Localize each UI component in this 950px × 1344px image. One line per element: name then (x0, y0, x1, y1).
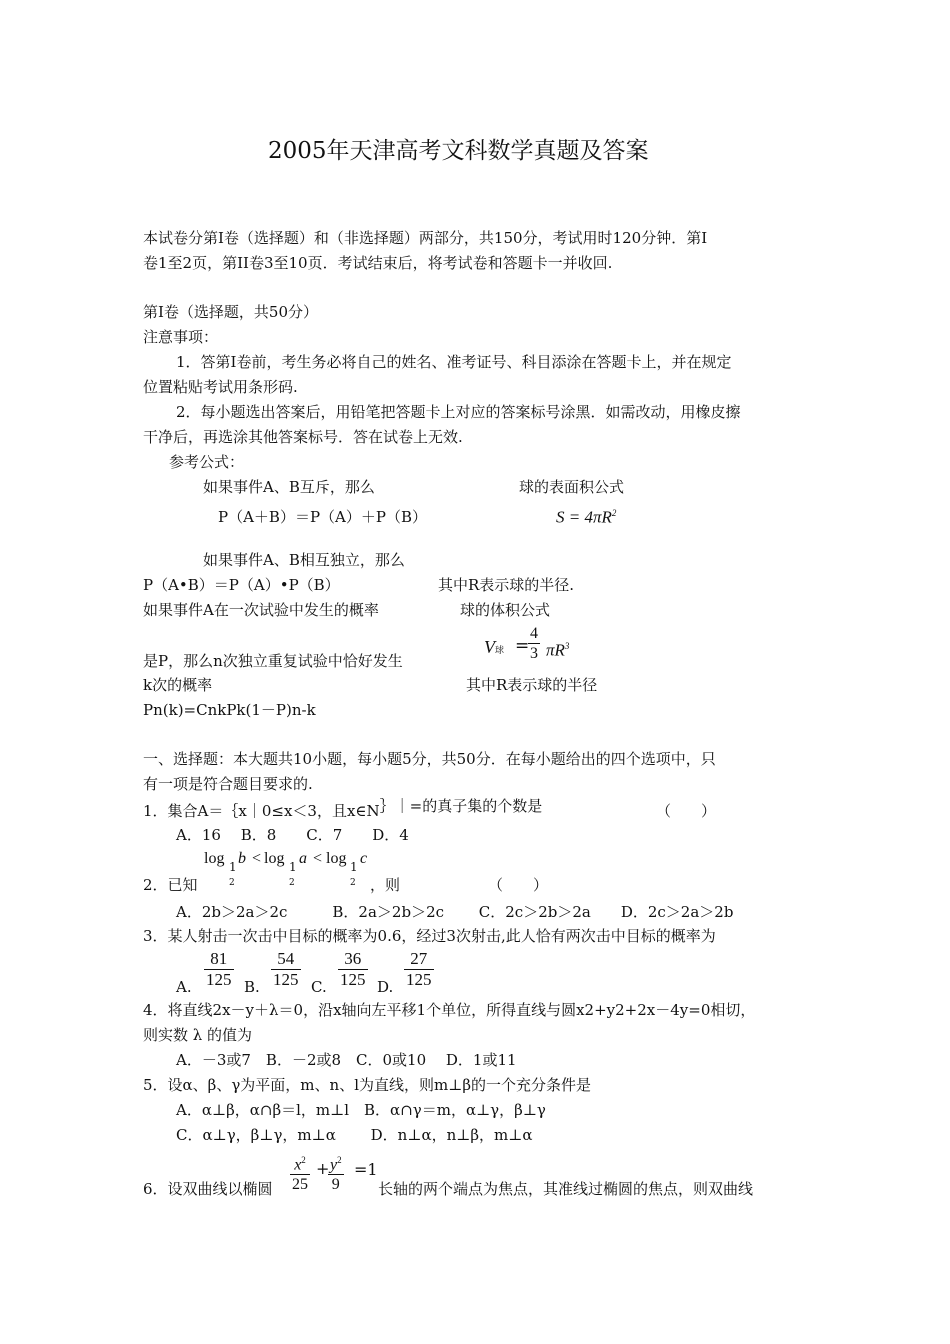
q6-equals-one: =1 (354, 1160, 378, 1179)
q4-options: A．－3或7 B．－2或8 C．0或10 D．1或11 (176, 1051, 517, 1069)
sphere-area-formula: $S = 4\pi R^2$ (556, 507, 617, 527)
q2-less-2: < (313, 850, 323, 867)
q3-b-denominator: 125 (273, 970, 299, 989)
q6-x-denominator: 25 (292, 1176, 308, 1194)
binomial-formula: Pn(k)=CnkPk(1－P)n-k (143, 701, 316, 719)
formulas-heading: 参考公式： (169, 453, 245, 471)
section1-line-1: 一、选择题：本大题共10小题，每小题5分，共50分．在每小题给出的四个选项中，只 (143, 750, 716, 768)
q2-log-3: log (326, 850, 347, 867)
q2-base-1-num: 1 (229, 860, 237, 874)
repeat-condition-line-1: 如果事件A在一次试验中发生的概率 (143, 601, 379, 619)
intro-line-2: 卷1至2页，第II卷3至10页．考试结束后，将考试卷和答题卡一并收回. (143, 254, 613, 272)
independent-formula: P（A•B）＝P（A）•P（B） (143, 576, 340, 594)
q3-option-c-fraction (338, 949, 368, 990)
q1-paren: （ ） (656, 802, 717, 820)
volume-lhs: V球 (484, 637, 505, 657)
q2-arg-c: c (360, 850, 368, 867)
q3-c-numerator: 36 (338, 949, 368, 970)
q6-x-numerator: $x^2$ (290, 1151, 310, 1175)
q3-option-d-label: D. (377, 978, 394, 996)
part1-heading: 第Ⅰ卷（选择题，共50分） (143, 303, 319, 321)
q1-options: A．16 B．8 C．7 D．4 (176, 826, 409, 844)
q3-option-a-label: A. (176, 978, 192, 996)
q6-y-denominator: 9 (331, 1176, 340, 1194)
q1-stem: 1．集合A＝｛x｜0≤x＜3，且x∈N｝｜=的真子集的个数是 (143, 797, 543, 820)
q5-stem: 5．设α、β、γ为平面，m、n、l为直线，则m⊥β的一个充分条件是 (143, 1076, 591, 1094)
volume-denominator: 3 (530, 645, 538, 662)
q3-option-c-label: C. (311, 978, 327, 996)
q3-option-d-fraction (404, 949, 434, 990)
volume-fraction (528, 624, 540, 663)
q2-less-1: < (252, 850, 262, 867)
q3-option-a-fraction (204, 949, 234, 990)
section1-line-2: 有一项是符合题目要求的. (143, 775, 313, 793)
q4-line-2: 则实数 λ 的值为 (143, 1026, 253, 1044)
page-title: 2005年天津高考文科数学真题及答案 (268, 138, 649, 164)
q2-paren: （ ） (488, 876, 549, 894)
radius-note-1: 其中R表示球的半径. (438, 576, 575, 594)
mutex-formula: P（A＋B）＝P（A）＋P（B） (218, 508, 427, 526)
sphere-area-label: 球的表面积公式 (519, 478, 625, 496)
q3-b-numerator: 54 (271, 949, 301, 970)
notice-1-line-2: 位置粘贴考试用条形码. (143, 378, 298, 396)
q6-y-fraction (328, 1151, 344, 1194)
notice-2-line-1: 2．每小题选出答案后，用铅笔把答题卡上对应的答案标号涂黑．如需改动，用橡皮擦 (176, 403, 741, 421)
q3-d-denominator: 125 (406, 970, 432, 989)
q4-line-1: 4．将直线2x－y＋λ＝0，沿x轴向左平移1个单位，所得直线与圆x2+y2+2x－4y=0相切， (143, 1001, 756, 1019)
repeat-condition-line-3: k次的概率 (143, 676, 213, 694)
q3-option-b-fraction (271, 949, 301, 990)
volume-numerator: 4 (530, 625, 538, 642)
radius-note-2: 其中R表示球的半径 (466, 676, 598, 694)
sphere-volume-label: 球的体积公式 (460, 601, 551, 619)
q2-base-3-num: 1 (350, 860, 358, 874)
q5-options-2: C．α⊥γ，β⊥γ，m⊥α D．n⊥α，n⊥β，m⊥α (176, 1126, 533, 1144)
q2-arg-b: b (238, 850, 246, 867)
q2-log-2: log (264, 850, 285, 867)
q2-then: ，则 (370, 876, 401, 894)
notice-1-line-1: 1．答第Ⅰ卷前，考生务必将自己的姓名、准考证号、科目添涂在答题卡上，并在规定 (176, 353, 732, 371)
q2-stem: 2．已知 (143, 876, 198, 894)
intro-line-1: 本试卷分第Ⅰ卷（选择题）和（非选择题）两部分，共150分，考试用时120分钟．第Ⅰ (143, 229, 708, 247)
volume-rhs: $\pi R^3$ (546, 640, 570, 660)
q6-y-numerator: $y^2$ (328, 1151, 344, 1175)
repeat-condition-line-2: 是P，那么n次独立重复试验中恰好发生 (143, 652, 403, 670)
q3-d-numerator: 27 (404, 949, 434, 970)
notice-heading: 注意事项： (143, 328, 219, 346)
q3-c-denominator: 125 (340, 970, 366, 989)
q6-x-fraction (290, 1151, 310, 1194)
q6-tail: 长轴的两个端点为焦点，其准线过椭圆的焦点，则双曲线 (378, 1180, 754, 1198)
q6-plus: + (316, 1159, 330, 1178)
q6-stem: 6．设双曲线以椭圆 (143, 1180, 273, 1198)
independent-condition: 如果事件A、B相互独立，那么 (203, 551, 405, 569)
q3-a-denominator: 125 (206, 970, 232, 989)
q2-arg-a: a (299, 850, 307, 867)
mutex-condition: 如果事件A、B互斥，那么 (203, 478, 375, 496)
q2-base-1-den: 2 (229, 878, 235, 888)
q2-base-3-den: 2 (350, 878, 356, 888)
volume-equals: = (515, 636, 530, 656)
q3-stem: 3．某人射击一次击中目标的概率为0.6，经过3次射击,此人恰有两次击中目标的概率为 (143, 927, 716, 945)
q2-base-2-num: 1 (289, 860, 297, 874)
q3-a-numerator: 81 (204, 949, 234, 970)
q3-option-b-label: B. (244, 978, 260, 996)
q2-options: A．2b＞2a＞2c B．2a＞2b＞2c C．2c＞2b＞2a D．2c＞2a＞2b (176, 903, 734, 921)
q2-base-2-den: 2 (289, 878, 295, 888)
q5-options-1: A．α⊥β，α∩β＝l，m⊥l B．α∩γ＝m，α⊥γ，β⊥γ (176, 1101, 546, 1119)
notice-2-line-2: 干净后，再选涂其他答案标号．答在试卷上无效. (143, 428, 463, 446)
q2-log-1: log (204, 850, 225, 867)
